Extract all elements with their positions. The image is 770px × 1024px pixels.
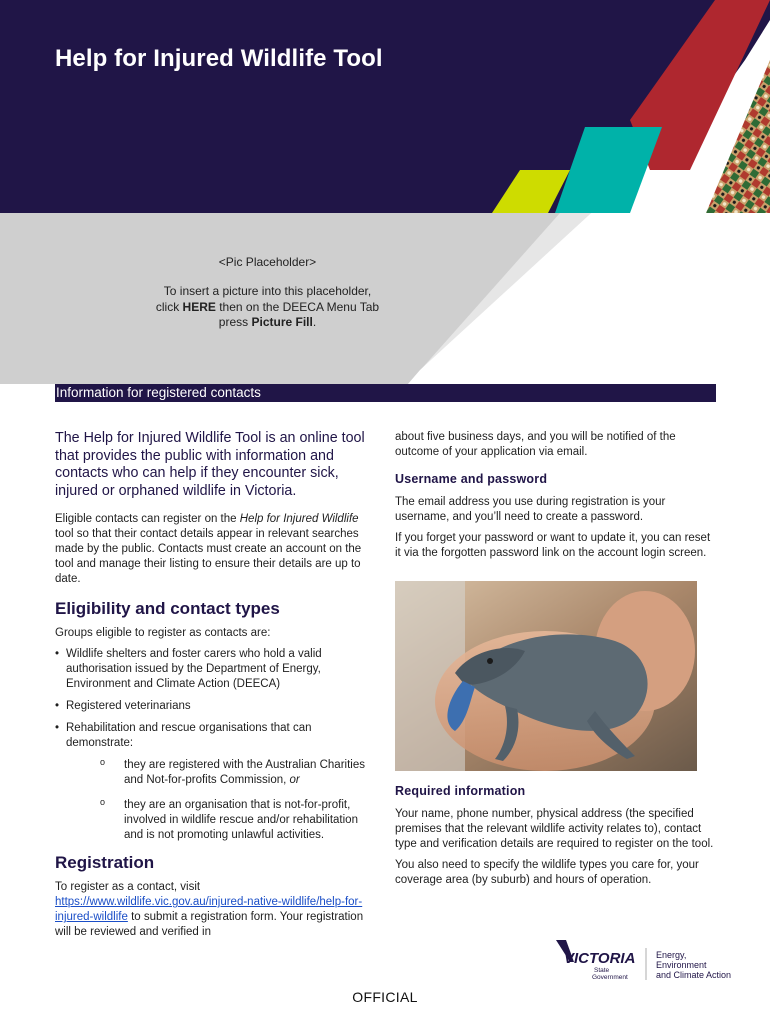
intro-paragraph: The Help for Injured Wildlife Tool is an online tool that provides the public with information and contacts who can help if they encounter sick, injured or orphaned wildlife in Victoria. xyxy=(55,430,365,499)
bullet-text: Rehabilitation and rescue organisations that can demonstrate: xyxy=(66,722,312,750)
continued-paragraph: about five business days, and you will be notified of the outcome of your application via email. xyxy=(395,431,676,458)
bullet-icon: • xyxy=(55,648,60,661)
bullet-text: Registered veterinarians xyxy=(66,700,191,713)
required-heading: Required information xyxy=(395,784,526,798)
left-column xyxy=(55,430,367,946)
logo-dept-1: Energy, xyxy=(656,950,687,960)
required-paragraph-2: You also need to specify the wildlife types you care for, your coverage area (by suburb) and hours of operation. xyxy=(395,859,699,886)
sub-list-item xyxy=(66,798,367,843)
logo-state: State xyxy=(594,967,610,974)
bullet-icon: • xyxy=(55,722,60,735)
sub-item-text: they are registered with the Australian Charities and Not-for-profits Commission, xyxy=(124,759,365,787)
eligible-text-pre: Eligible contacts can register on the xyxy=(55,513,240,526)
username-paragraph-1: The email address you use during registration is your username, and you’ll need to create a password. xyxy=(395,496,666,523)
eligible-tool-name: Help for Injured Wildlife xyxy=(239,513,359,526)
right-column-upper xyxy=(395,430,715,567)
logo-dept-3: and Climate Action xyxy=(656,970,732,980)
bullet-icon: • xyxy=(55,700,60,713)
eligibility-heading: Eligibility and contact types xyxy=(55,599,280,619)
registration-heading: Registration xyxy=(55,853,155,873)
placeholder-instr-3-pre: press xyxy=(218,315,252,329)
required-paragraph-1: Your name, phone number, physical address (the specified premises that the relevant wildlife activity relates to), contact type and verification details are required to register on the tool. xyxy=(395,808,714,850)
eligible-paragraph xyxy=(55,512,367,587)
section-bar xyxy=(55,384,716,402)
logo-dept-2: Environment xyxy=(656,960,707,970)
sub-item-text: they are an organisation that is not-for-profit, involved in wildlife rescue and/or rehabilitation and is not promoting unlawful activities. xyxy=(124,799,358,842)
sub-list xyxy=(66,758,367,843)
placeholder-picture-fill: Picture Fill xyxy=(251,315,313,329)
placeholder-instr-3-post: . xyxy=(312,315,317,329)
logo-brand: VICTORIA xyxy=(564,950,636,967)
registration-paragraph xyxy=(55,880,367,940)
list-item xyxy=(55,647,367,692)
placeholder-instr-1: To insert a picture into this placeholder, xyxy=(163,284,372,298)
registration-link[interactable]: https://www.wildlife.vic.gov.au/injured-native-wildlife/help-for-injured-wildlife xyxy=(55,896,363,924)
victoria-government-logo xyxy=(556,940,746,982)
registration-text-pre: To register as a contact, visit xyxy=(55,881,201,894)
username-heading: Username and password xyxy=(395,472,548,486)
bullet-text: Wildlife shelters and foster carers who hold a valid authorisation issued by the Department of Energy, Environment and Climate Action (DEECA) xyxy=(66,648,322,691)
placeholder-label: <Pic Placeholder> xyxy=(218,255,317,269)
section-bar-label: Information for registered contacts xyxy=(56,385,261,400)
document-title: Help for Injured Wildlife Tool xyxy=(55,45,383,72)
list-item xyxy=(55,699,367,714)
username-paragraph-2: If you forget your password or want to update it, you can reset it via the forgotten password link on the account login screen. xyxy=(395,532,711,559)
groups-intro: Groups eligible to register as contacts are: xyxy=(55,627,271,640)
placeholder-instr-2-pre: click xyxy=(155,299,183,314)
registration-text-post: to submit a registration form. Your registration will be reviewed and verified in xyxy=(55,911,364,939)
placeholder-instr-2-post: then on the DEECA Menu Tab xyxy=(215,299,380,314)
eligible-text-post: tool so that their contact details appear in relevant searches made by the public. Contacts must create an account on the tool and manage their listing to ensure their details are up to date. xyxy=(55,528,362,586)
security-classification: OFFICIAL xyxy=(352,989,418,1005)
header-decorative-art xyxy=(0,0,770,384)
logo-government: Government xyxy=(592,974,628,981)
right-column-lower xyxy=(395,784,715,894)
lizard-photo xyxy=(395,581,697,771)
sub-list-item xyxy=(66,758,367,788)
lizard-photo-illustration xyxy=(395,581,697,771)
placeholder-here: HERE xyxy=(182,299,216,314)
eligible-groups-list xyxy=(55,647,367,843)
list-item xyxy=(55,721,367,843)
sub-bullet-icon: o xyxy=(100,797,106,808)
sub-bullet-icon: o xyxy=(100,757,106,768)
sub-item-or: or xyxy=(289,774,300,787)
